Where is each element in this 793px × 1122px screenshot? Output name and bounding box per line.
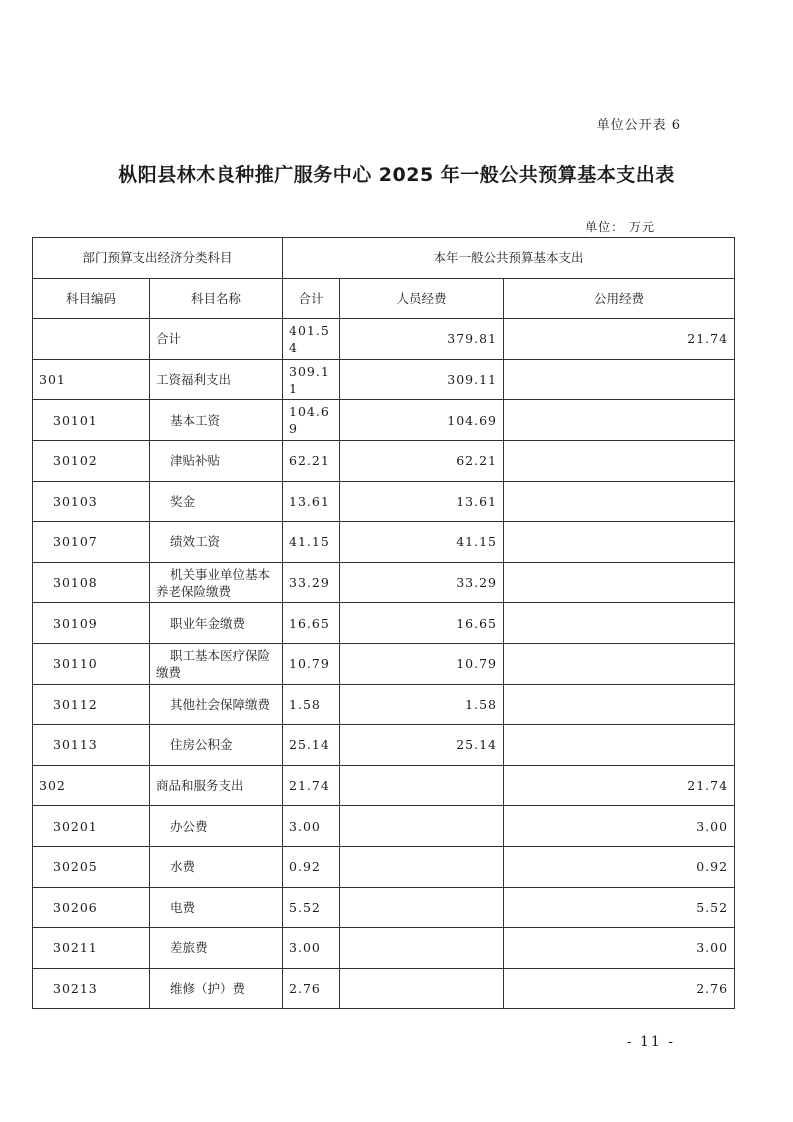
column-header-public: 公用经费 bbox=[504, 278, 735, 319]
cell-name: 基本工资 bbox=[150, 400, 283, 441]
cell-public bbox=[504, 400, 735, 441]
cell-name: 机关事业单位基本养老保险缴费 bbox=[150, 562, 283, 603]
table-row bbox=[33, 765, 735, 806]
column-header-personnel: 人员经费 bbox=[340, 278, 504, 319]
table-row bbox=[33, 806, 735, 847]
cell-personnel: 16.65 bbox=[340, 603, 504, 644]
table-row bbox=[33, 846, 735, 887]
cell-personnel: 1.58 bbox=[340, 684, 504, 725]
table-row bbox=[33, 400, 735, 441]
cell-total: 25.14 bbox=[283, 725, 340, 766]
cell-personnel bbox=[340, 765, 504, 806]
cell-code: 30109 bbox=[33, 603, 150, 644]
cell-total: 33.29 bbox=[283, 562, 340, 603]
cell-total: 1.58 bbox=[283, 684, 340, 725]
cell-code: 30213 bbox=[33, 968, 150, 1009]
cell-public bbox=[504, 522, 735, 563]
cell-name: 职工基本医疗保险缴费 bbox=[150, 643, 283, 684]
cell-personnel: 33.29 bbox=[340, 562, 504, 603]
budget-table bbox=[32, 237, 735, 1009]
cell-public bbox=[504, 359, 735, 400]
cell-public: 21.74 bbox=[504, 319, 735, 360]
cell-public bbox=[504, 684, 735, 725]
cell-personnel: 25.14 bbox=[340, 725, 504, 766]
cell-public bbox=[504, 562, 735, 603]
cell-total: 3.00 bbox=[283, 928, 340, 969]
cell-code: 30205 bbox=[33, 846, 150, 887]
cell-total: 5.52 bbox=[283, 887, 340, 928]
table-row bbox=[33, 684, 735, 725]
cell-total: 16.65 bbox=[283, 603, 340, 644]
cell-code bbox=[33, 319, 150, 360]
cell-personnel: 104.69 bbox=[340, 400, 504, 441]
cell-name: 其他社会保障缴费 bbox=[150, 684, 283, 725]
table-row bbox=[33, 522, 735, 563]
cell-code: 30107 bbox=[33, 522, 150, 563]
cell-total: 41.15 bbox=[283, 522, 340, 563]
cell-code: 30103 bbox=[33, 481, 150, 522]
cell-total: 104.69 bbox=[283, 400, 340, 441]
cell-name: 合计 bbox=[150, 319, 283, 360]
cell-personnel: 379.81 bbox=[340, 319, 504, 360]
cell-code: 30110 bbox=[33, 643, 150, 684]
cell-code: 30201 bbox=[33, 806, 150, 847]
cell-public bbox=[504, 440, 735, 481]
cell-total: 0.92 bbox=[283, 846, 340, 887]
table-row bbox=[33, 928, 735, 969]
group-header-right: 本年一般公共预算基本支出 bbox=[283, 238, 735, 279]
cell-personnel: 309.11 bbox=[340, 359, 504, 400]
cell-name: 办公费 bbox=[150, 806, 283, 847]
table-row bbox=[33, 440, 735, 481]
cell-name: 住房公积金 bbox=[150, 725, 283, 766]
cell-name: 工资福利支出 bbox=[150, 359, 283, 400]
unit-label: 单位： 万元 bbox=[585, 220, 655, 234]
cell-code: 30108 bbox=[33, 562, 150, 603]
column-header-name: 科目名称 bbox=[150, 278, 283, 319]
cell-public: 5.52 bbox=[504, 887, 735, 928]
column-header-row bbox=[33, 278, 735, 319]
cell-code: 30206 bbox=[33, 887, 150, 928]
cell-public bbox=[504, 481, 735, 522]
table-row bbox=[33, 359, 735, 400]
cell-personnel bbox=[340, 968, 504, 1009]
form-number: 单位公开表 6 bbox=[596, 118, 681, 133]
table-row bbox=[33, 643, 735, 684]
cell-total: 401.54 bbox=[283, 319, 340, 360]
cell-total: 13.61 bbox=[283, 481, 340, 522]
cell-personnel: 41.15 bbox=[340, 522, 504, 563]
table-row bbox=[33, 725, 735, 766]
cell-name: 绩效工资 bbox=[150, 522, 283, 563]
table-row bbox=[33, 968, 735, 1009]
cell-name: 职业年金缴费 bbox=[150, 603, 283, 644]
cell-public: 0.92 bbox=[504, 846, 735, 887]
cell-public bbox=[504, 725, 735, 766]
cell-code: 30101 bbox=[33, 400, 150, 441]
cell-code: 302 bbox=[33, 765, 150, 806]
cell-personnel: 62.21 bbox=[340, 440, 504, 481]
column-header-total: 合计 bbox=[283, 278, 340, 319]
cell-code: 301 bbox=[33, 359, 150, 400]
cell-name: 电费 bbox=[150, 887, 283, 928]
cell-name: 水费 bbox=[150, 846, 283, 887]
cell-name: 奖金 bbox=[150, 481, 283, 522]
cell-public bbox=[504, 603, 735, 644]
cell-code: 30112 bbox=[33, 684, 150, 725]
cell-public: 3.00 bbox=[504, 928, 735, 969]
table-row bbox=[33, 319, 735, 360]
cell-public: 2.76 bbox=[504, 968, 735, 1009]
column-header-code: 科目编码 bbox=[33, 278, 150, 319]
cell-total: 2.76 bbox=[283, 968, 340, 1009]
cell-name: 维修（护）费 bbox=[150, 968, 283, 1009]
cell-total: 21.74 bbox=[283, 765, 340, 806]
cell-personnel bbox=[340, 887, 504, 928]
cell-total: 309.11 bbox=[283, 359, 340, 400]
cell-total: 3.00 bbox=[283, 806, 340, 847]
page-title: 枞阳县林木良种推广服务中心 2025 年一般公共预算基本支出表 bbox=[118, 164, 675, 186]
cell-name: 津贴补贴 bbox=[150, 440, 283, 481]
cell-personnel bbox=[340, 846, 504, 887]
table-row bbox=[33, 887, 735, 928]
group-header-left: 部门预算支出经济分类科目 bbox=[33, 238, 283, 279]
page-number: - 11 - bbox=[626, 1034, 675, 1050]
cell-personnel bbox=[340, 806, 504, 847]
group-header-row bbox=[33, 238, 735, 279]
table-row bbox=[33, 481, 735, 522]
cell-personnel: 10.79 bbox=[340, 643, 504, 684]
cell-code: 30113 bbox=[33, 725, 150, 766]
cell-name: 商品和服务支出 bbox=[150, 765, 283, 806]
cell-public: 21.74 bbox=[504, 765, 735, 806]
cell-total: 10.79 bbox=[283, 643, 340, 684]
cell-code: 30211 bbox=[33, 928, 150, 969]
table-row bbox=[33, 603, 735, 644]
table-row bbox=[33, 562, 735, 603]
cell-personnel: 13.61 bbox=[340, 481, 504, 522]
cell-personnel bbox=[340, 928, 504, 969]
cell-total: 62.21 bbox=[283, 440, 340, 481]
cell-public: 3.00 bbox=[504, 806, 735, 847]
cell-public bbox=[504, 643, 735, 684]
cell-name: 差旅费 bbox=[150, 928, 283, 969]
cell-code: 30102 bbox=[33, 440, 150, 481]
